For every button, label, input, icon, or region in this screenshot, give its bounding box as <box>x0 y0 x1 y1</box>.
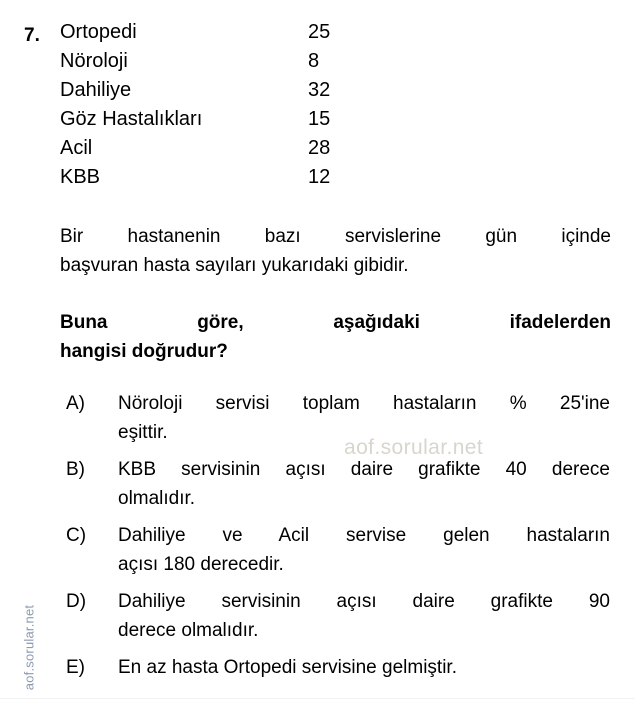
question-prompt-paragraph <box>60 308 611 366</box>
option-letter-c: C) <box>66 525 87 546</box>
table-row <box>60 163 360 192</box>
prompt-line-1: Buna göre, aşağıdaki ifadelerden <box>60 312 611 333</box>
option-e-line-1: En az hasta Ortopedi servisine gelmiştir. <box>118 657 457 678</box>
watermark-center: aof.sorular.net <box>344 436 484 459</box>
service-name: Acil <box>60 137 93 159</box>
service-count: 15 <box>308 108 331 130</box>
option-d-line-2: derece olmalıdır. <box>118 620 259 641</box>
watermark-side: aof.sorular.net <box>21 604 37 691</box>
option-letter-d: D) <box>66 591 87 612</box>
question-number: 7. <box>24 25 40 46</box>
option-letter-a: A) <box>66 393 85 414</box>
intro-line-2: başvuran hasta sayıları yukarıdaki gibidir. <box>60 255 409 276</box>
option-text-c <box>118 521 610 579</box>
option-c-line-2: açısı 180 derecedir. <box>118 554 284 575</box>
option-b-line-2: olmalıdır. <box>118 488 196 509</box>
table-row <box>60 76 360 105</box>
service-name: Göz Hastalıkları <box>60 108 203 130</box>
question-intro-paragraph <box>60 222 611 280</box>
table-row <box>60 134 360 163</box>
service-count: 28 <box>308 137 331 159</box>
option-a-line-2: eşittir. <box>118 422 168 443</box>
service-count: 8 <box>308 50 320 72</box>
service-name: Dahiliye <box>60 79 132 101</box>
intro-line-1: Bir hastanenin bazı servislerine gün içinde <box>60 226 611 247</box>
option-a[interactable] <box>0 389 635 447</box>
option-d-line-1: Dahiliye servisinin açısı daire grafikte 90 <box>118 591 610 612</box>
option-letter-b: B) <box>66 459 85 480</box>
option-letter-e: E) <box>66 657 85 678</box>
table-row <box>60 105 360 134</box>
option-a-line-1: Nöroloji servisi toplam hastaların % 25'ine <box>118 393 610 414</box>
option-e[interactable] <box>0 653 635 682</box>
table-row <box>60 47 360 76</box>
service-count: 12 <box>308 166 331 188</box>
option-c[interactable] <box>0 521 635 579</box>
service-name: Nöroloji <box>60 50 128 72</box>
table-row <box>60 18 360 47</box>
option-text-e <box>118 653 610 682</box>
answer-options-list <box>0 389 635 690</box>
service-count: 25 <box>308 21 331 43</box>
service-patient-table <box>60 18 360 192</box>
option-b[interactable] <box>0 455 635 513</box>
option-c-line-1: Dahiliye ve Acil servise gelen hastaların <box>118 525 610 546</box>
service-name: KBB <box>60 166 101 188</box>
option-text-d <box>118 587 610 645</box>
option-b-line-1: KBB servisinin açısı daire grafikte 40 derece <box>118 459 610 480</box>
option-d[interactable] <box>0 587 635 645</box>
option-text-b <box>118 455 610 513</box>
option-text-a <box>118 389 610 447</box>
service-name: Ortopedi <box>60 21 137 43</box>
service-count: 32 <box>308 79 331 101</box>
prompt-line-2: hangisi doğrudur? <box>60 341 228 362</box>
